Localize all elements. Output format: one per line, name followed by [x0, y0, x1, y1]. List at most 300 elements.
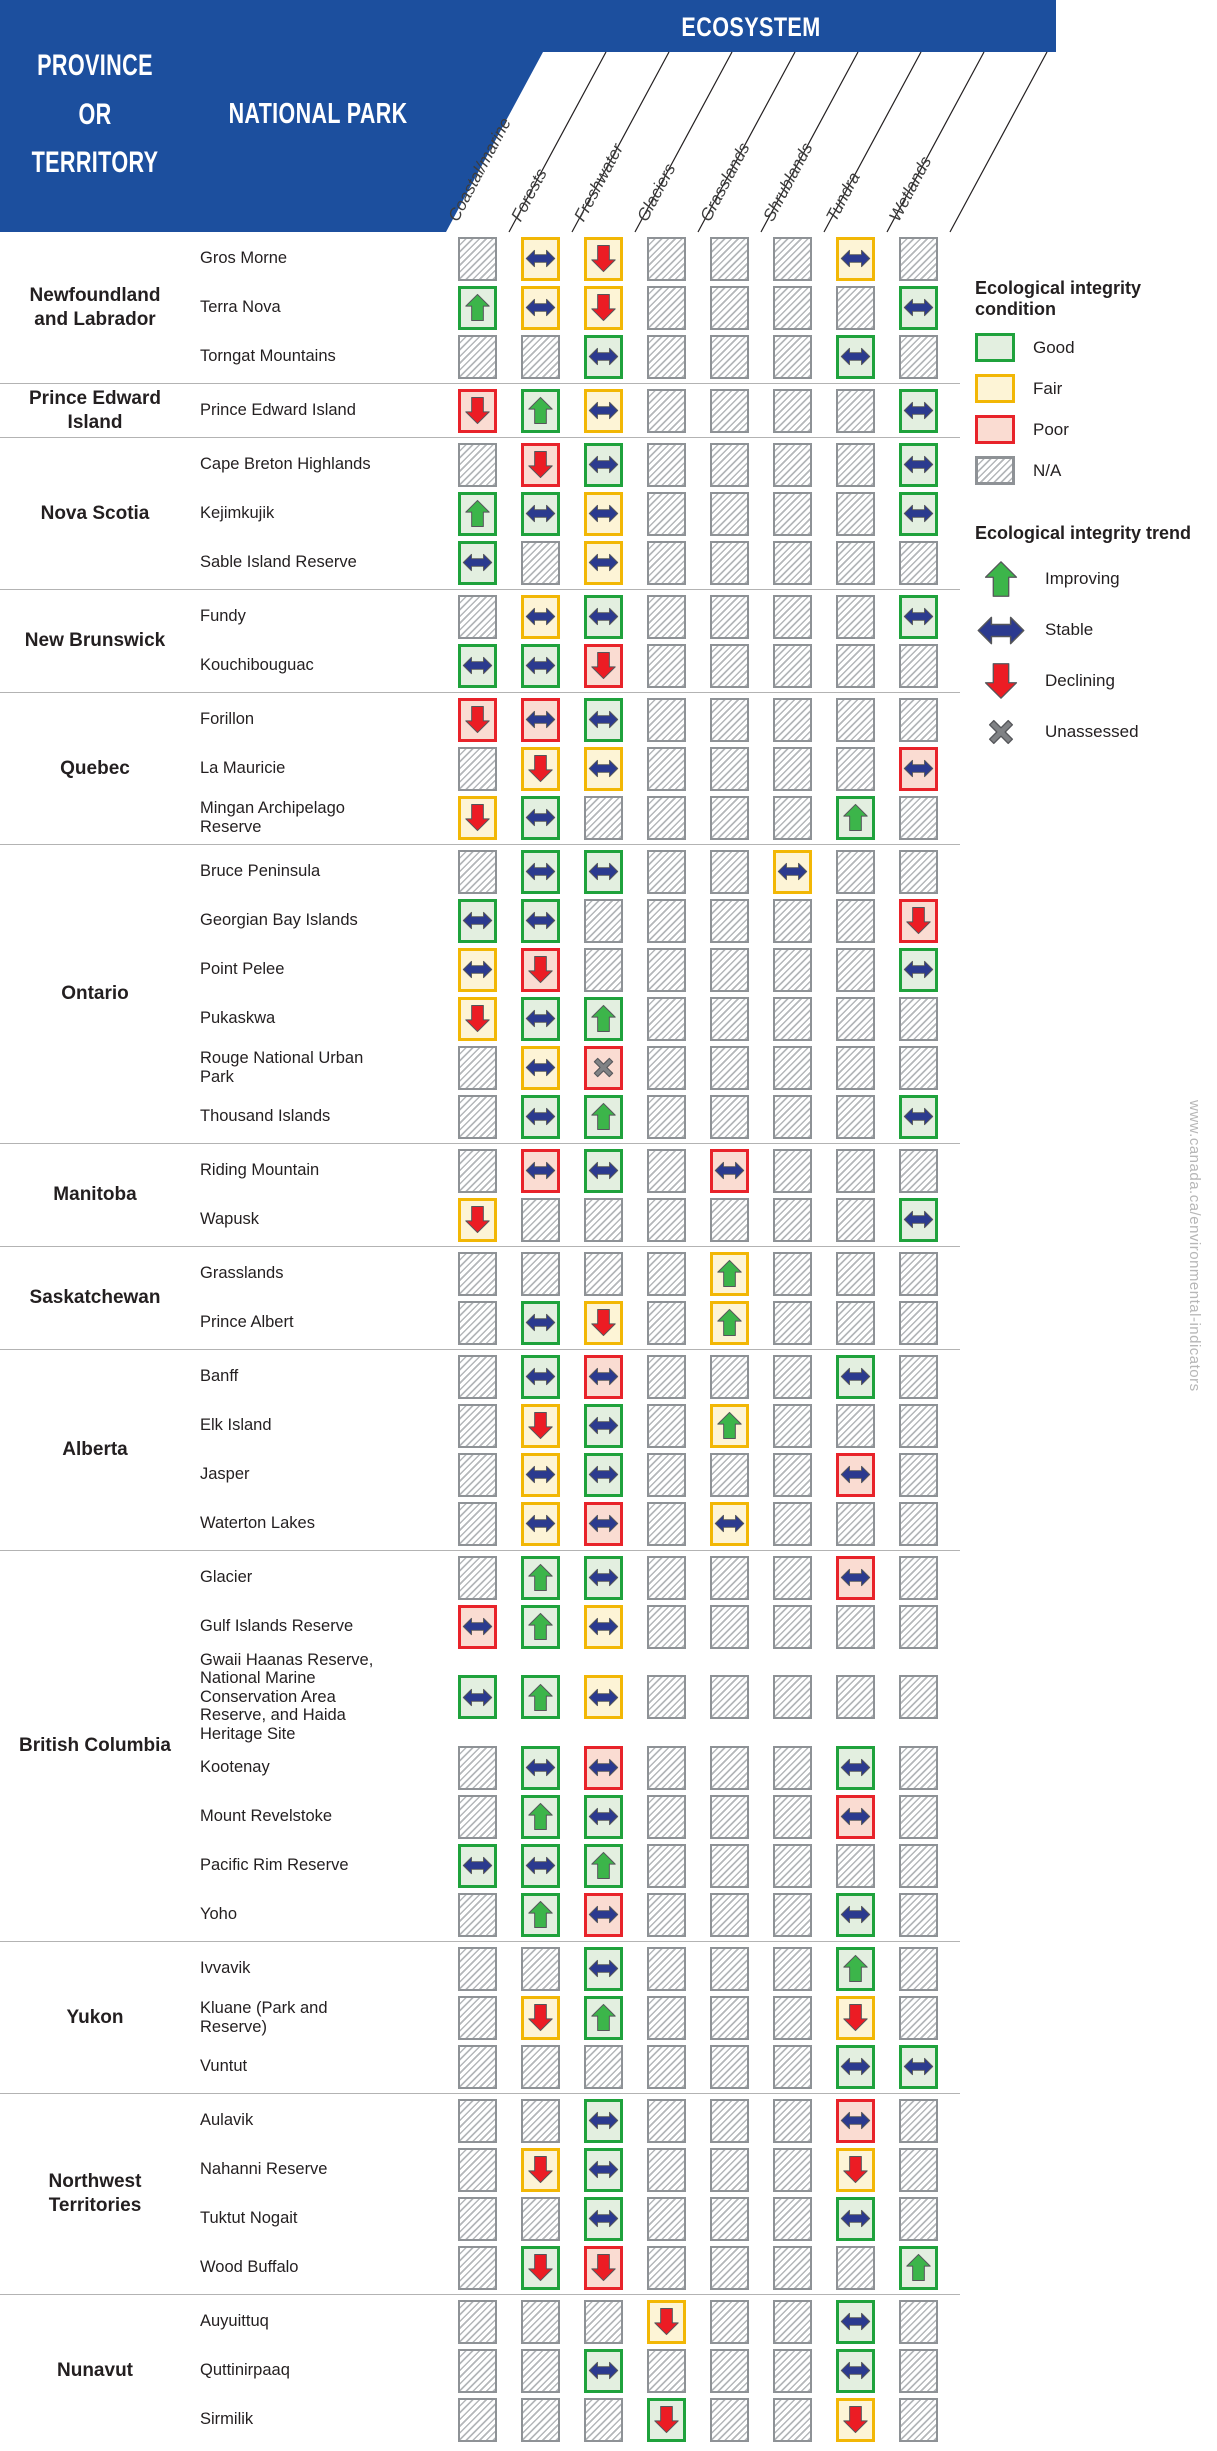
stable-arrow-icon	[588, 1757, 619, 1778]
cell-slot	[887, 443, 950, 487]
ecosystem-cell-freshwater	[584, 1198, 623, 1242]
legend-item-improving	[975, 558, 1215, 600]
cell-slot	[698, 1675, 761, 1719]
ecosystem-cell-freshwater	[584, 2197, 623, 2241]
cell-slot	[446, 1502, 509, 1546]
cell-slot	[635, 1404, 698, 1448]
ecosystem-cell-wetlands	[899, 1996, 938, 2040]
ecosystem-cell-glaciers	[647, 1404, 686, 1448]
declining-arrow-icon	[975, 660, 1027, 702]
cell-slot	[446, 2398, 509, 2442]
ecosystem-cell-tundra	[836, 2045, 875, 2089]
cell-slot	[509, 1996, 572, 2040]
cell-slot	[824, 1095, 887, 1139]
cell-slot	[824, 1556, 887, 1600]
legend-label: N/A	[1033, 460, 1062, 480]
cell-slot	[572, 1996, 635, 2040]
cell-slot	[824, 2246, 887, 2290]
ecosystem-column-label: Wetlands	[885, 153, 936, 225]
ecosystem-cell-forests	[521, 389, 560, 433]
ecosystem-cell-shrublands	[773, 1355, 812, 1399]
cell-slot	[635, 747, 698, 791]
stable-arrow-icon	[588, 1366, 619, 1387]
ecosystem-cell-coastal-marine	[458, 2148, 497, 2192]
cell-slot	[698, 796, 761, 840]
cell-slot	[635, 1675, 698, 1719]
cell-slot	[824, 850, 887, 894]
ecosystem-cell-wetlands	[899, 997, 938, 1041]
cell-slot	[761, 1355, 824, 1399]
ecosystem-cell-shrublands	[773, 644, 812, 688]
ecosystem-cell-grasslands	[710, 1502, 749, 1546]
cell-slot	[824, 698, 887, 742]
cell-slot	[761, 850, 824, 894]
cell-slot	[887, 2045, 950, 2089]
stable-arrow-icon	[588, 1904, 619, 1925]
ecosystem-cell-grasslands	[710, 1746, 749, 1790]
ecosystem-cell-wetlands	[899, 1893, 938, 1937]
declining-arrow-icon	[464, 396, 491, 425]
cell-slot	[572, 1252, 635, 1296]
cell-slot	[887, 1502, 950, 1546]
ecosystem-cell-wetlands	[899, 237, 938, 281]
ecosystem-cell-glaciers	[647, 2099, 686, 2143]
ecosystem-cell-tundra	[836, 335, 875, 379]
park-name: Rouge National Urban Park	[200, 1049, 364, 1086]
ecosystem-cell-glaciers	[647, 1795, 686, 1839]
ecosystem-cell-wetlands	[899, 1355, 938, 1399]
cell-slot	[572, 1844, 635, 1888]
stable-arrow-icon	[714, 1513, 745, 1534]
ecosystem-column-label: Glaciers	[633, 160, 680, 225]
ecosystem-cell-forests	[521, 237, 560, 281]
ecosystem-cell-freshwater	[584, 1605, 623, 1649]
park-row	[190, 1553, 950, 1602]
cell-slot	[635, 2349, 698, 2393]
cell-slot	[824, 948, 887, 992]
cell-slot	[509, 1149, 572, 1193]
park-name: Yoho	[200, 1905, 238, 1924]
improving-arrow-icon	[590, 1851, 617, 1880]
ecosystem-cell-coastal-marine	[458, 1355, 497, 1399]
cell-slot	[635, 2398, 698, 2442]
cell-slot	[572, 1046, 635, 1090]
ecosystem-cell-freshwater	[584, 2300, 623, 2344]
park-name: Waterton Lakes	[200, 1514, 315, 1533]
province-label: Nunavut	[57, 2359, 133, 2381]
stable-arrow-icon	[525, 1366, 556, 1387]
cell-slot	[698, 1502, 761, 1546]
legend-item-good	[975, 333, 1215, 362]
stable-arrow-icon	[588, 1687, 619, 1708]
cell-slot	[698, 1252, 761, 1296]
stable-arrow-icon	[525, 807, 556, 828]
park-name: Cape Breton Highlands	[200, 455, 371, 474]
ecosystem-cell-coastal-marine	[458, 389, 497, 433]
parks-ecosystem-matrix	[0, 232, 960, 2446]
cell-slot	[635, 2148, 698, 2192]
improving-arrow-icon	[716, 1308, 743, 1337]
cell-slot	[509, 948, 572, 992]
ecosystem-cell-glaciers	[647, 899, 686, 943]
province-label: Ontario	[61, 983, 129, 1005]
cell-slot	[824, 2045, 887, 2089]
ecosystem-cell-grasslands	[710, 747, 749, 791]
ecosystem-cell-tundra	[836, 237, 875, 281]
stable-arrow-icon	[588, 2360, 619, 2381]
cell-slot	[509, 1198, 572, 1242]
ecosystem-cell-freshwater	[584, 997, 623, 1041]
stable-arrow-icon	[588, 1958, 619, 1979]
ecosystem-cell-shrublands	[773, 1149, 812, 1193]
park-row	[190, 1993, 950, 2042]
cell-slot	[824, 1795, 887, 1839]
cell-slot	[761, 1893, 824, 1937]
park-row	[190, 2395, 950, 2444]
cell-slot	[635, 1605, 698, 1649]
stable-arrow-icon	[903, 1209, 934, 1230]
cell-slot	[446, 2045, 509, 2089]
cell-slot	[509, 2148, 572, 2192]
cell-slot	[698, 644, 761, 688]
ecosystem-cell-forests	[521, 1605, 560, 1649]
ecosystem-cell-glaciers	[647, 1556, 686, 1600]
cell-slot	[824, 541, 887, 585]
park-row	[190, 332, 950, 381]
ecosystem-cell-shrublands	[773, 2197, 812, 2241]
park-name: Wood Buffalo	[200, 2258, 299, 2277]
cell-slot	[635, 541, 698, 585]
ecosystem-cell-freshwater	[584, 1556, 623, 1600]
cell-slot	[572, 948, 635, 992]
cell-slot	[446, 1149, 509, 1193]
ecosystem-cell-forests	[521, 2197, 560, 2241]
ecosystem-cell-forests	[521, 644, 560, 688]
improving-arrow-icon	[527, 1802, 554, 1831]
cell-slot	[887, 1046, 950, 1090]
stable-arrow-icon	[903, 758, 934, 779]
park-name: Elk Island	[200, 1416, 272, 1435]
cell-slot	[824, 1996, 887, 2040]
ecosystem-cell-forests	[521, 796, 560, 840]
cell-slot	[698, 1996, 761, 2040]
ecosystem-cell-shrublands	[773, 1996, 812, 2040]
stable-arrow-icon	[525, 910, 556, 931]
cell-slot	[446, 2349, 509, 2393]
poor-condition-swatch	[975, 415, 1015, 444]
cell-slot	[572, 443, 635, 487]
cell-slot	[698, 1149, 761, 1193]
park-row	[190, 1092, 950, 1141]
cell-slot	[635, 286, 698, 330]
ecosystem-cell-forests	[521, 2349, 560, 2393]
ecosystem-cell-tundra	[836, 1453, 875, 1497]
cell-slot	[698, 1605, 761, 1649]
ecosystem-cell-wetlands	[899, 2300, 938, 2344]
ecosystem-cell-glaciers	[647, 541, 686, 585]
cell-slot	[509, 2197, 572, 2241]
ecosystem-cell-forests	[521, 335, 560, 379]
cell-slot	[824, 2398, 887, 2442]
cell-slot	[446, 997, 509, 1041]
improving-arrow-icon	[842, 1954, 869, 1983]
cell-slot	[698, 2197, 761, 2241]
cell-slot	[698, 1301, 761, 1345]
ecosystem-cell-glaciers	[647, 1746, 686, 1790]
cell-slot	[761, 1453, 824, 1497]
ecosystem-cell-shrublands	[773, 389, 812, 433]
ecosystem-cell-coastal-marine	[458, 2398, 497, 2442]
ecosystem-cell-wetlands	[899, 1301, 938, 1345]
cell-slot	[887, 644, 950, 688]
stable-arrow-icon	[588, 606, 619, 627]
ecosystem-cell-grasslands	[710, 1556, 749, 1600]
cell-slot	[635, 948, 698, 992]
ecosystem-cell-wetlands	[899, 1502, 938, 1546]
park-row	[190, 847, 950, 896]
park-row	[190, 592, 950, 641]
cell-slot	[887, 389, 950, 433]
ecosystem-cell-coastal-marine	[458, 1046, 497, 1090]
ecosystem-cell-coastal-marine	[458, 2045, 497, 2089]
stable-arrow-icon	[840, 2208, 871, 2229]
ecosystem-cell-tundra	[836, 1149, 875, 1193]
cell-slot	[887, 1746, 950, 1790]
ecosystem-cell-glaciers	[647, 2398, 686, 2442]
na-condition-swatch	[975, 456, 1015, 485]
ecosystem-cell-tundra	[836, 899, 875, 943]
cell-slot	[761, 1149, 824, 1193]
park-row	[190, 1602, 950, 1651]
stable-arrow-icon	[525, 861, 556, 882]
cell-slot	[572, 2045, 635, 2089]
improving-arrow-icon	[464, 499, 491, 528]
park-name: Jasper	[200, 1465, 250, 1484]
ecosystem-cell-wetlands	[899, 1605, 938, 1649]
ecosystem-cell-grasslands	[710, 237, 749, 281]
park-name: Prince Albert	[200, 1313, 294, 1332]
stable-arrow-icon	[588, 2159, 619, 2180]
cell-slot	[509, 1355, 572, 1399]
park-row	[190, 1195, 950, 1244]
declining-arrow-icon	[527, 955, 554, 984]
cell-slot	[446, 237, 509, 281]
cell-slot	[887, 1947, 950, 1991]
province-section	[0, 1941, 960, 2093]
legend-label: Fair	[1033, 378, 1063, 398]
declining-arrow-icon	[983, 662, 1019, 700]
ecosystem-cell-shrublands	[773, 1605, 812, 1649]
cell-slot	[572, 2300, 635, 2344]
cell-slot	[761, 1198, 824, 1242]
cell-slot	[635, 237, 698, 281]
stable-arrow-icon	[525, 297, 556, 318]
improving-arrow-icon	[527, 1900, 554, 1929]
ecosystem-cell-forests	[521, 1453, 560, 1497]
legend-item-fair	[975, 374, 1215, 403]
ecosystem-cell-freshwater	[584, 1795, 623, 1839]
cell-slot	[635, 1252, 698, 1296]
ecosystem-cell-coastal-marine	[458, 1947, 497, 1991]
park-row	[190, 2042, 950, 2091]
cell-slot	[887, 948, 950, 992]
stable-arrow-icon	[462, 1616, 493, 1637]
declining-arrow-icon	[527, 1411, 554, 1440]
ecosystem-cell-coastal-marine	[458, 1453, 497, 1497]
ecosystem-cell-tundra	[836, 644, 875, 688]
stable-arrow-icon	[903, 959, 934, 980]
province-label: Alberta	[62, 1439, 128, 1461]
cell-slot	[761, 2099, 824, 2143]
ecosystem-cell-shrublands	[773, 997, 812, 1041]
cell-slot	[698, 2099, 761, 2143]
ecosystem-cell-coastal-marine	[458, 1095, 497, 1139]
stable-arrow-icon	[525, 1057, 556, 1078]
stable-arrow-icon	[903, 606, 934, 627]
cell-slot	[446, 2148, 509, 2192]
cell-slot	[824, 1046, 887, 1090]
cell-slot	[572, 2246, 635, 2290]
ecosystem-cell-grasslands	[710, 1404, 749, 1448]
cell-slot	[698, 541, 761, 585]
unassessed-x-icon	[983, 714, 1019, 750]
park-row	[190, 744, 950, 793]
declining-arrow-icon	[527, 2003, 554, 2032]
park-row	[190, 283, 950, 332]
cell-slot	[761, 286, 824, 330]
cell-slot	[446, 1893, 509, 1937]
ecosystem-cell-coastal-marine	[458, 997, 497, 1041]
ecosystem-cell-shrublands	[773, 286, 812, 330]
ecosystem-cell-freshwater	[584, 1095, 623, 1139]
ecosystem-cell-coastal-marine	[458, 698, 497, 742]
ecosystem-cell-wetlands	[899, 1844, 938, 1888]
cell-slot	[761, 644, 824, 688]
cell-slot	[635, 1556, 698, 1600]
ecosystem-cell-coastal-marine	[458, 1605, 497, 1649]
stable-arrow-icon	[588, 1415, 619, 1436]
cell-slot	[698, 850, 761, 894]
park-name: Ivvavik	[200, 1959, 251, 1978]
park-name: Auyuittuq	[200, 2312, 269, 2331]
ecosystem-cell-forests	[521, 2398, 560, 2442]
park-name: Gulf Islands Reserve	[200, 1617, 354, 1636]
cell-slot	[824, 1947, 887, 1991]
cell-slot	[509, 1795, 572, 1839]
ecosystem-cell-freshwater	[584, 1996, 623, 2040]
ecosystem-cell-grasslands	[710, 1453, 749, 1497]
ecosystem-cell-forests	[521, 1404, 560, 1448]
cell-slot	[509, 1301, 572, 1345]
province-section	[0, 232, 960, 383]
cell-slot	[446, 1252, 509, 1296]
improving-arrow-icon	[590, 1004, 617, 1033]
cell-slot	[509, 2349, 572, 2393]
park-row	[190, 1401, 950, 1450]
ecosystem-cell-grasslands	[710, 2197, 749, 2241]
stable-arrow-icon	[525, 1008, 556, 1029]
park-name: Quttinirpaaq	[200, 2361, 290, 2380]
ecosystem-cell-wetlands	[899, 1198, 938, 1242]
cell-slot	[698, 2349, 761, 2393]
ecosystem-cell-forests	[521, 997, 560, 1041]
ecosystem-cell-coastal-marine	[458, 644, 497, 688]
ecosystem-cell-shrublands	[773, 2300, 812, 2344]
ecosystem-cell-tundra	[836, 948, 875, 992]
stable-arrow-icon	[588, 709, 619, 730]
stable-arrow-icon	[840, 1464, 871, 1485]
park-row	[190, 1352, 950, 1401]
ecosystem-column-label: Forests	[507, 165, 551, 225]
cell-slot	[698, 492, 761, 536]
ecosystem-column-label: Grasslands	[696, 139, 754, 225]
stable-arrow-icon	[840, 1757, 871, 1778]
ecosystem-cell-shrublands	[773, 1893, 812, 1937]
ecosystem-cell-glaciers	[647, 1844, 686, 1888]
cell-slot	[761, 1502, 824, 1546]
province-section	[0, 2294, 960, 2446]
condition-legend-title: Ecological integrity condition	[975, 278, 1142, 319]
ecosystem-cell-glaciers	[647, 644, 686, 688]
ecosystem-cell-coastal-marine	[458, 2197, 497, 2241]
cell-slot	[698, 443, 761, 487]
ecosystem-cell-grasslands	[710, 492, 749, 536]
stable-arrow-icon	[588, 2208, 619, 2229]
ecosystem-cell-wetlands	[899, 2398, 938, 2442]
ecosystem-cell-shrublands	[773, 1198, 812, 1242]
ecosystem-cell-coastal-marine	[458, 443, 497, 487]
cell-slot	[509, 1746, 572, 1790]
ecosystem-cell-tundra	[836, 1198, 875, 1242]
cell-slot	[698, 698, 761, 742]
cell-slot	[509, 1947, 572, 1991]
ecosystem-cell-wetlands	[899, 1453, 938, 1497]
ecosystem-cell-wetlands	[899, 2349, 938, 2393]
cell-slot	[446, 1844, 509, 1888]
ecosystem-cell-grasslands	[710, 2349, 749, 2393]
ecosystem-cell-shrublands	[773, 1453, 812, 1497]
cell-slot	[887, 541, 950, 585]
park-row	[190, 440, 950, 489]
cell-slot	[635, 1746, 698, 1790]
improving-arrow-icon	[842, 803, 869, 832]
cell-slot	[446, 1795, 509, 1839]
stable-arrow-icon	[840, 1904, 871, 1925]
ecosystem-cell-wetlands	[899, 1252, 938, 1296]
cell-slot	[824, 2300, 887, 2344]
cell-slot	[635, 2099, 698, 2143]
cell-slot	[698, 286, 761, 330]
cell-slot	[887, 1355, 950, 1399]
ecosystem-cell-tundra	[836, 1252, 875, 1296]
ecosystem-cell-glaciers	[647, 2246, 686, 2290]
stable-arrow-icon	[525, 709, 556, 730]
ecosystem-cell-glaciers	[647, 1453, 686, 1497]
ecosystem-cell-grasslands	[710, 997, 749, 1041]
ecosystem-cell-grasslands	[710, 796, 749, 840]
cell-slot	[698, 747, 761, 791]
cell-slot	[635, 2246, 698, 2290]
cell-slot	[824, 237, 887, 281]
cell-slot	[761, 997, 824, 1041]
ecosystem-cell-freshwater	[584, 747, 623, 791]
cell-slot	[761, 1046, 824, 1090]
ecosystem-cell-freshwater	[584, 2398, 623, 2442]
ecosystem-cell-glaciers	[647, 1675, 686, 1719]
cell-slot	[635, 1502, 698, 1546]
park-row	[190, 994, 950, 1043]
ecosystem-cell-freshwater	[584, 796, 623, 840]
